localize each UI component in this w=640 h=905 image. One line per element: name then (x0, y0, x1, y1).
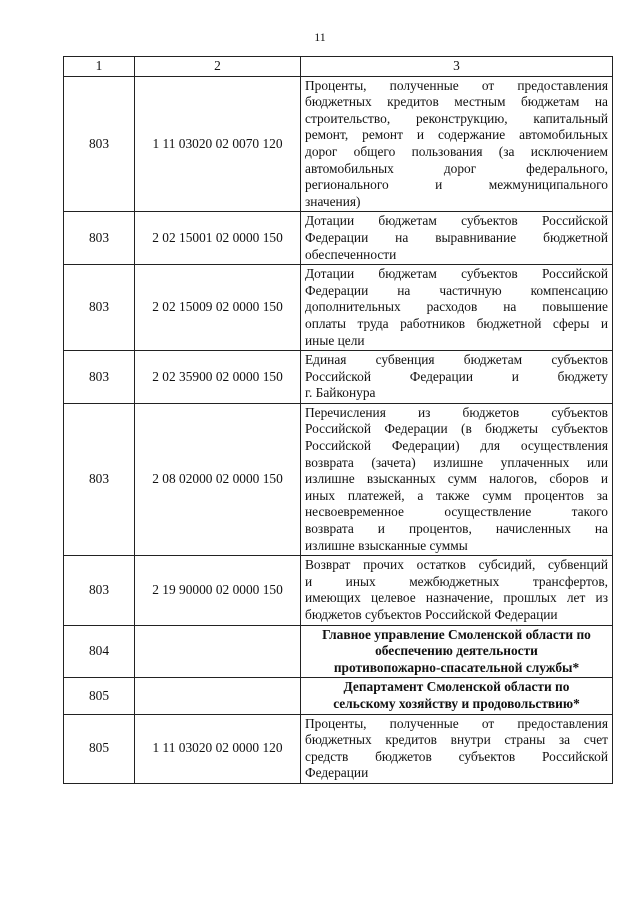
budget-codes-table (63, 56, 613, 784)
table-row (64, 625, 613, 678)
description-cell (301, 351, 613, 404)
table-row (64, 714, 613, 783)
description-line: Главное управление Смоленской области по (322, 626, 591, 642)
description-line: г. Байконура (305, 385, 376, 401)
description-line: Федерации на частичную компенсацию (305, 282, 608, 298)
table-body (64, 76, 613, 783)
description-line: Дотации бюджетам субъектов Российской (305, 266, 608, 282)
description-cell (301, 265, 613, 351)
description-line: оплаты труда работников бюджетной сферы и (305, 315, 608, 331)
description-line: Федерации на выравнивание бюджетной (305, 229, 608, 245)
budget-classification-code-cell: 2 19 90000 02 0000 150 (135, 556, 301, 625)
table-row (64, 212, 613, 265)
description-line: Возврат прочих остатков субсидий, субвенций (305, 557, 608, 573)
description-line: возврата (зачета) излишне уплаченных или (305, 454, 608, 470)
budget-classification-code-cell: 1 11 03020 02 0000 120 (135, 714, 301, 783)
description-line: излишне взысканных сумм налогов, сборов и (305, 471, 608, 487)
description-line: строительство, реконструкцию, капитальный (305, 110, 608, 126)
description-line: имеющих целевое назначение, прошлых лет из (305, 590, 608, 606)
budget-classification-code-cell: 2 02 35900 02 0000 150 (135, 351, 301, 404)
description-line: иных платежей, а также сумм процентов за (305, 487, 608, 503)
description-cell (301, 212, 613, 265)
description-line: иные цели (305, 332, 365, 348)
description-line: Российской Федерации и бюджету (305, 368, 608, 384)
description-line: средств бюджетов субъектов Российской (305, 748, 608, 764)
description-line: Департамент Смоленской области по (343, 679, 570, 695)
description-line: Единая субвенция бюджетам субъектов (305, 352, 608, 368)
description-line: обеспечению деятельности (375, 643, 538, 659)
description-line: автомобильных дорог федерального, (305, 160, 608, 176)
table-row (64, 76, 613, 212)
column-header-2: 2 (135, 57, 301, 77)
admin-code-cell: 805 (64, 714, 135, 783)
description-line: Федерации (305, 765, 369, 781)
budget-classification-code-cell: 2 02 15009 02 0000 150 (135, 265, 301, 351)
description-line: значения) (305, 193, 361, 209)
description-line: несвоевременное осуществление такого (305, 504, 608, 520)
description-line: Российской Федерации (в бюджеты субъектов (305, 421, 608, 437)
budget-classification-code-cell: 2 02 15001 02 0000 150 (135, 212, 301, 265)
description-line: дорог общего пользования (за исключением (305, 143, 608, 159)
description-line: обеспеченности (305, 246, 397, 262)
admin-code-cell: 803 (64, 403, 135, 555)
description-line: бюджетных кредитов местным бюджетам на (305, 94, 608, 110)
description-cell (301, 714, 613, 783)
description-line: противопожарно-спасательной службы* (333, 659, 580, 675)
description-line: Российской Федерации) для осуществления (305, 438, 608, 454)
budget-classification-code-cell (135, 678, 301, 714)
description-line: бюджетных кредитов внутри страны за счет (305, 732, 608, 748)
budget-classification-code-cell (135, 625, 301, 678)
description-line: ремонт, ремонт и содержание автомобильных (305, 127, 608, 143)
description-line: дополнительных расходов на повышение (305, 299, 608, 315)
description-line: и иных межбюджетных трансфертов, (305, 573, 608, 589)
description-line: Перечисления из бюджетов субъектов (305, 404, 608, 420)
table-row (64, 351, 613, 404)
table-row (64, 265, 613, 351)
description-cell (301, 678, 613, 714)
admin-code-cell: 804 (64, 625, 135, 678)
column-header-1: 1 (64, 57, 135, 77)
budget-classification-code-cell: 1 11 03020 02 0070 120 (135, 76, 301, 212)
description-cell (301, 76, 613, 212)
table-row (64, 556, 613, 625)
description-cell (301, 403, 613, 555)
description-line: бюджетов субъектов Российской Федерации (305, 607, 558, 622)
budget-classification-code-cell: 2 08 02000 02 0000 150 (135, 403, 301, 555)
description-line: регионального и межмуниципального (305, 177, 608, 193)
description-line: возврата и процентов, начисленных на (305, 521, 608, 537)
description-line: Проценты, полученные от предоставления (305, 77, 608, 93)
page-number: 11 (314, 30, 326, 44)
admin-code-cell: 803 (64, 351, 135, 404)
table-row (64, 403, 613, 555)
admin-code-cell: 803 (64, 212, 135, 265)
description-line: Дотации бюджетам субъектов Российской (305, 213, 608, 229)
table-header-row (64, 57, 613, 77)
admin-code-cell: 803 (64, 556, 135, 625)
table-row (64, 678, 613, 714)
description-cell (301, 625, 613, 678)
column-header-3: 3 (301, 57, 613, 77)
description-line: излишне взысканные суммы (305, 537, 468, 553)
admin-code-cell: 803 (64, 265, 135, 351)
admin-code-cell: 805 (64, 678, 135, 714)
description-line: сельскому хозяйству и продовольствию* (333, 695, 580, 711)
admin-code-cell: 803 (64, 76, 135, 212)
description-line: Проценты, полученные от предоставления (305, 715, 608, 731)
description-cell (301, 556, 613, 625)
